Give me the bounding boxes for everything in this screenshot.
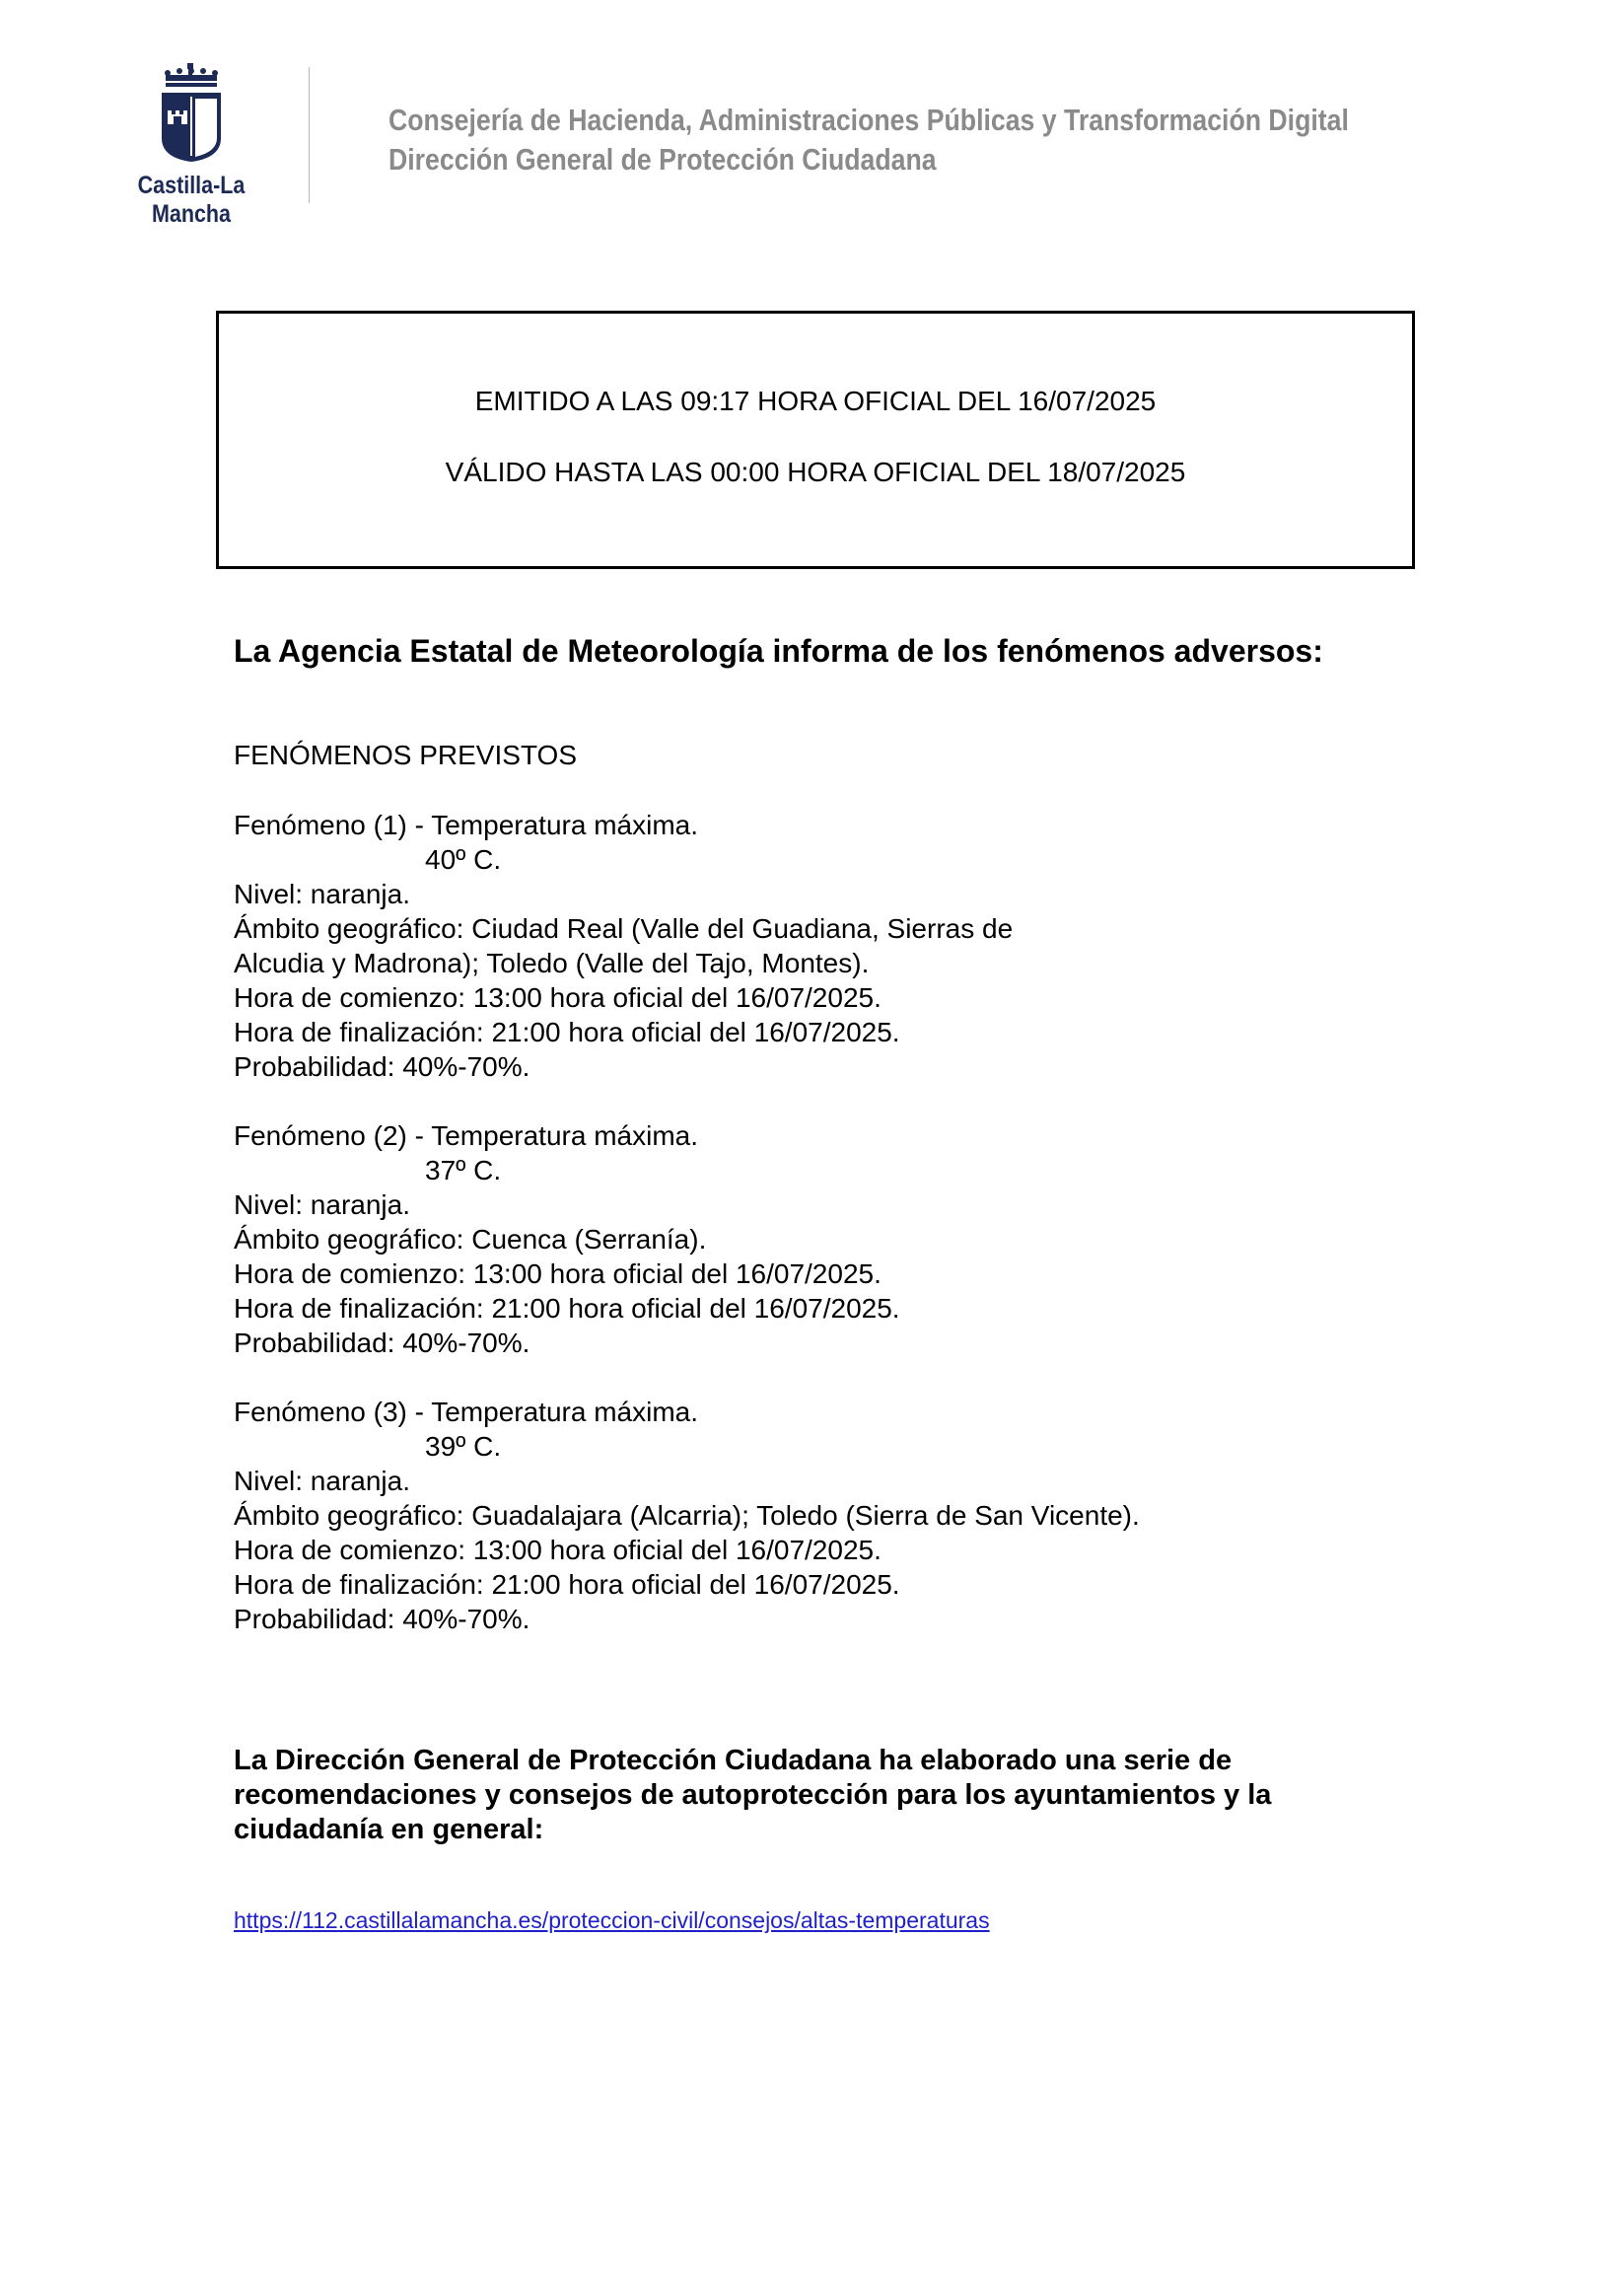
page-header: [0, 0, 1623, 228]
phenomenon-level: Nivel: naranja.: [234, 1466, 410, 1496]
phenomenon-value: 39º C.: [425, 1431, 502, 1462]
castilla-la-mancha-logo: [83, 63, 300, 228]
phenomenon-end: Hora de finalización: 21:00 hora oficial del 16/07/2025.: [234, 1569, 900, 1600]
phenomenon-start: Hora de comienzo: 13:00 hora oficial del 16/07/2025.: [234, 1258, 882, 1289]
phenomenon-probability: Probabilidad: 40%-70%.: [234, 1327, 530, 1358]
phenomenon-probability: Probabilidad: 40%-70%.: [234, 1604, 530, 1634]
section-title: FENÓMENOS PREVISTOS: [234, 740, 577, 770]
phenomenon-value: 37º C.: [425, 1155, 502, 1185]
phenomenon-end: Hora de finalización: 21:00 hora oficial del 16/07/2025.: [234, 1293, 900, 1324]
issued-time: EMITIDO A LAS 09:17 HORA OFICIAL DEL 16/07/2025: [474, 386, 1157, 416]
phenomenon-title: Fenómeno (2) - Temperatura máxima.: [234, 1120, 698, 1151]
org-line-2: Dirección General de Protección Ciudadana: [388, 142, 937, 177]
phenomenon-start: Hora de comienzo: 13:00 hora oficial del 16/07/2025.: [234, 1535, 882, 1565]
logo-text: Castilla-La Mancha: [137, 172, 246, 228]
intro-heading: La Agencia Estatal de Meteorología informa de los fenómenos adversos:: [234, 633, 1323, 669]
notice-box: [216, 311, 1415, 569]
org-line-1: Consejería de Hacienda, Administraciones Públicas y Transformación Digital: [388, 103, 1349, 137]
phenomenon-start: Hora de comienzo: 13:00 hora oficial del 16/07/2025.: [234, 982, 882, 1013]
phenomenon-level: Nivel: naranja.: [234, 879, 410, 909]
phenomenon-probability: Probabilidad: 40%-70%.: [234, 1051, 530, 1082]
phenomenon-value: 40º C.: [425, 844, 502, 875]
phenomenon-area: Ámbito geográfico: Guadalajara (Alcarria); Toledo (Sierra de San Vicente).: [234, 1500, 1140, 1531]
valid-until: VÁLIDO HASTA LAS 00:00 HORA OFICIAL DEL 18/07/2025: [445, 457, 1186, 487]
phenomenon-level: Nivel: naranja.: [234, 1189, 410, 1220]
header-divider: [309, 67, 310, 203]
phenomenon-title: Fenómeno (1) - Temperatura máxima.: [234, 810, 698, 840]
phenomenon-area: Alcudia y Madrona); Toledo (Valle del Tajo, Montes).: [234, 948, 870, 978]
coat-of-arms-icon: [158, 63, 225, 164]
phenomenon-end: Hora de finalización: 21:00 hora oficial del 16/07/2025.: [234, 1017, 900, 1047]
phenomenon-area: Ámbito geográfico: Ciudad Real (Valle del Guadiana, Sierras de: [234, 913, 1014, 944]
advice-link[interactable]: https://112.castillalamancha.es/proteccion-civil/consejos/altas-temperaturas: [234, 1907, 990, 1933]
closing-paragraph: La Dirección General de Protección Ciudadana ha elaborado una serie de recomendaciones y consejos de autoprotección para los ayuntamientos y la ciudadanía en general:: [234, 1745, 1272, 1845]
phenomenon-title: Fenómeno (3) - Temperatura máxima.: [234, 1397, 698, 1427]
organization-name: [388, 101, 1349, 179]
phenomenon-area: Ámbito geográfico: Cuenca (Serranía).: [234, 1224, 707, 1255]
